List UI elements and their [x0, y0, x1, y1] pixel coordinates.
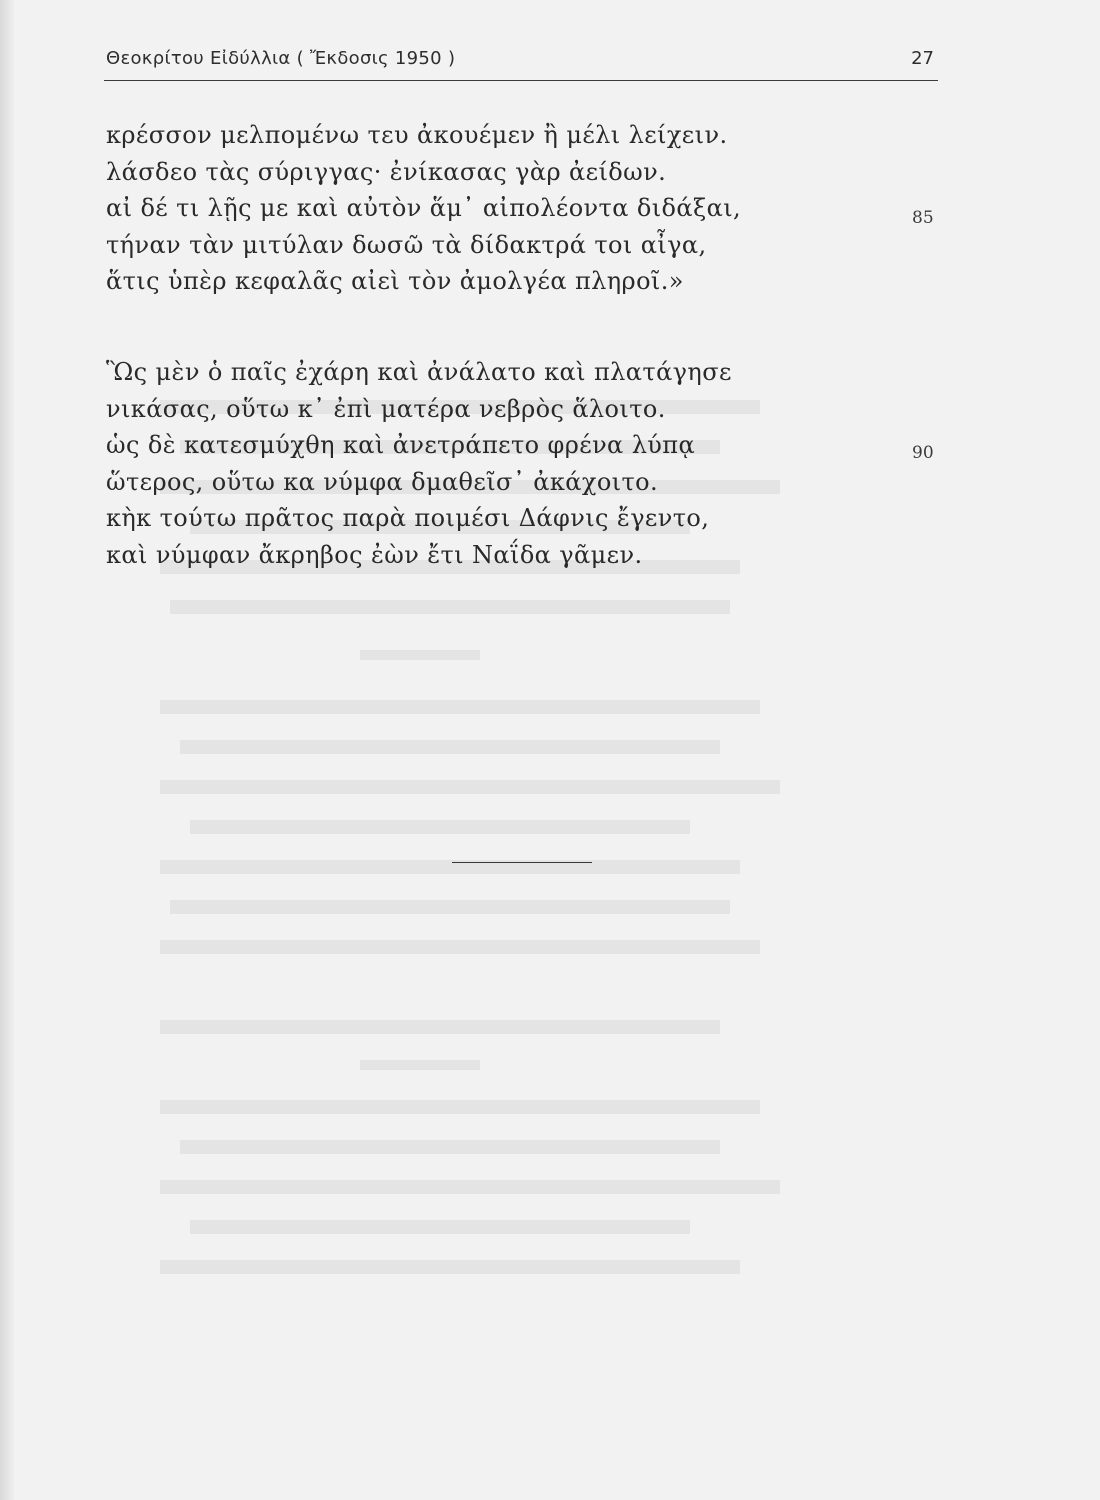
verse-line: ὥτερος, οὕτω κα νύμφα δμαθεῖσ᾽ ἀκάχοιτο.: [106, 467, 659, 496]
verse-line: ἅτις ὑπὲρ κεφαλᾶς αἰεὶ τὸν ἀμολγέα πληροῖ.»: [106, 267, 684, 296]
stanza-2: [106, 354, 866, 574]
stanza-1: [106, 117, 866, 300]
page-gutter-shadow: [0, 0, 14, 1500]
verse-line: κὴκ τούτω πρᾶτος παρὰ ποιμέσι Δάφνις ἔγεντο,: [106, 504, 710, 533]
header-title: Θεοκρίτου Εἰδύλλια ( Ἔκδοσις 1950 ): [106, 48, 456, 69]
verse-line: ὡς δὲ κατεσμύχθη καὶ ἀνετράπετο φρένα λύπᾳ: [106, 431, 696, 460]
verse-line: καὶ νύμφαν ἄκρηβος ἐὼν ἔτι Ναΐδα γᾶμεν.: [106, 540, 643, 569]
section-end-rule: [452, 862, 592, 863]
verse-line: τήναν τὰν μιτύλαν δωσῶ τὰ δίδακτρά τοι αἶγα,: [106, 230, 707, 259]
verse-line: αἰ δέ τι λῇς με καὶ αὐτὸν ἅμ᾽ αἰπολέοντα διδάξαι,: [106, 194, 742, 223]
header-rule: [104, 80, 938, 81]
line-number-90: 90: [912, 443, 934, 463]
verse-line: Ὣς μὲν ὁ παῖς ἐχάρη καὶ ἀνάλατο καὶ πλατάγησε: [106, 358, 732, 386]
verse-line: νικάσας, οὕτω κ᾽ ἐπὶ ματέρα νεβρὸς ἅλοιτο.: [106, 394, 666, 423]
line-number-85: 85: [912, 208, 934, 228]
page-number: 27: [911, 48, 934, 69]
verse-line: κρέσσον μελπομένω τευ ἀκουέμεν ἢ μέλι λείχειν.: [106, 121, 728, 149]
running-header: [106, 46, 938, 76]
verse-line: λάσδεο τὰς σύριγγας· ἐνίκασας γὰρ ἀείδων.: [106, 157, 667, 186]
